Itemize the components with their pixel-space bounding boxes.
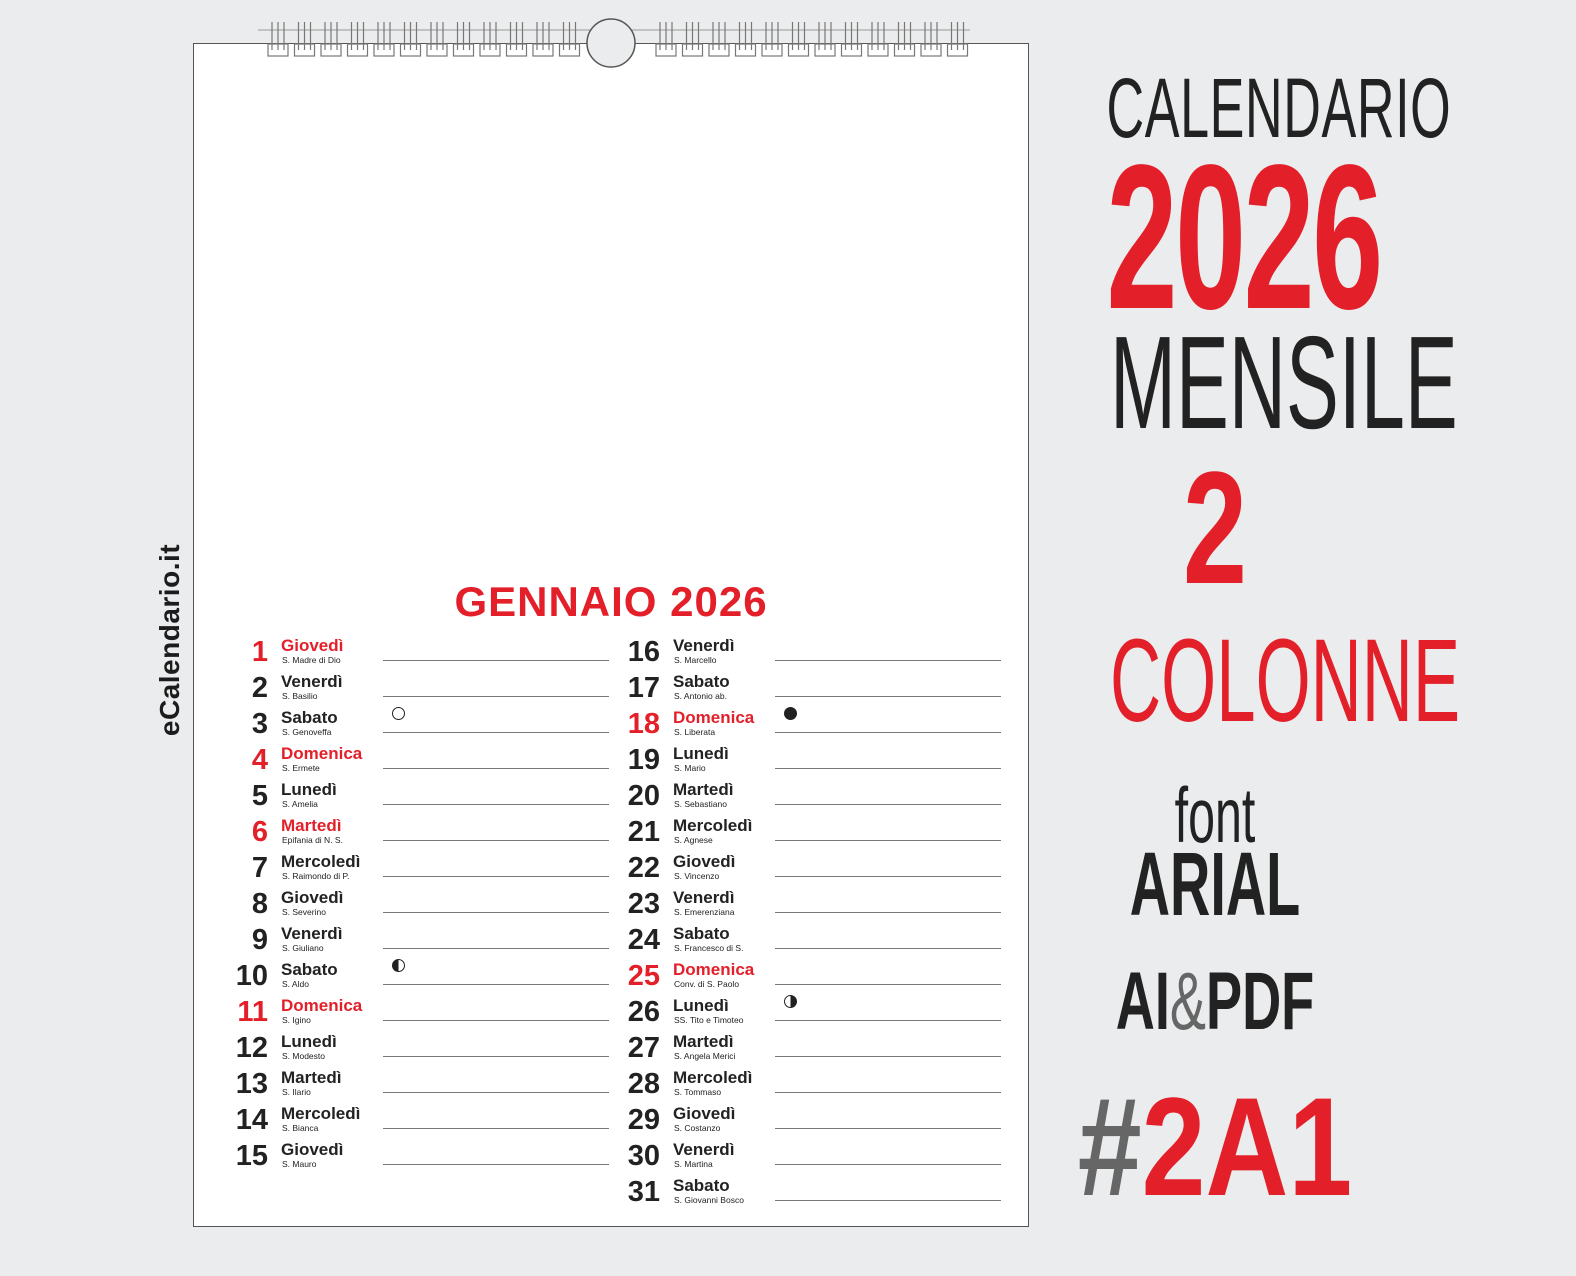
day-number: 7 — [251, 852, 268, 884]
weekday-name: Sabato — [673, 1176, 730, 1195]
weekday-name: Giovedì — [673, 852, 736, 871]
weekday-name: Sabato — [673, 672, 730, 691]
day-row — [612, 850, 1002, 886]
weekday-name: Martedì — [281, 816, 342, 835]
day-row — [612, 922, 1002, 958]
day-row — [612, 1066, 1002, 1102]
note-line — [775, 660, 1001, 661]
weekday-name: Sabato — [281, 708, 338, 727]
day-row — [220, 1102, 610, 1138]
weekday-name: Martedì — [673, 1032, 734, 1051]
day-number: 27 — [627, 1032, 660, 1064]
day-number: 31 — [627, 1176, 660, 1208]
weekday-name: Domenica — [281, 996, 363, 1015]
day-number: 16 — [627, 636, 660, 668]
day-row — [612, 706, 1002, 742]
day-row — [612, 814, 1002, 850]
note-line — [775, 840, 1001, 841]
weekday-name: Domenica — [281, 744, 363, 763]
promo-mensile: MENSILE — [1110, 309, 1458, 456]
saint-name: S. Madre di Dio — [282, 655, 341, 665]
day-row — [612, 1138, 1002, 1174]
note-line — [775, 1020, 1001, 1021]
promo-code — [1072, 1068, 1359, 1225]
note-line — [775, 732, 1001, 733]
day-number: 28 — [627, 1068, 660, 1100]
note-line — [775, 948, 1001, 949]
month-title: GENNAIO 2026 — [454, 578, 768, 625]
right-day-column — [612, 634, 1002, 1210]
weekday-name: Lunedì — [673, 996, 729, 1015]
day-number: 29 — [627, 1104, 660, 1136]
promo-year: 2026 — [1106, 122, 1381, 352]
weekday-name: Martedì — [281, 1068, 342, 1087]
saint-name: SS. Tito e Timoteo — [674, 1015, 744, 1025]
hanger-hole — [587, 19, 635, 67]
day-number: 2 — [251, 672, 268, 704]
weekday-name: Venerdì — [673, 636, 735, 655]
saint-name: S. Sebastiano — [674, 799, 727, 809]
day-row — [612, 742, 1002, 778]
spiral-binding — [258, 18, 970, 70]
day-number: 3 — [251, 708, 268, 740]
saint-name: S. Genoveffa — [282, 727, 332, 737]
day-row — [612, 1102, 1002, 1138]
day-row — [220, 886, 610, 922]
day-row — [612, 634, 1002, 670]
weekday-name: Mercoledì — [673, 1068, 753, 1087]
note-line — [775, 1128, 1001, 1129]
day-row — [220, 994, 610, 1030]
saint-name: S. Emerenziana — [674, 907, 735, 917]
saint-name: S. Liberata — [674, 727, 716, 737]
day-number: 1 — [251, 636, 268, 668]
note-line — [383, 912, 609, 913]
saint-name: S. Igino — [282, 1015, 311, 1025]
day-number: 21 — [627, 816, 660, 848]
day-number: 17 — [627, 672, 660, 704]
note-line — [383, 660, 609, 661]
saint-name: S. Marcello — [674, 655, 717, 665]
weekday-name: Giovedì — [281, 1140, 344, 1159]
note-line — [383, 1056, 609, 1057]
saint-name: S. Mario — [674, 763, 706, 773]
day-number: 14 — [235, 1104, 268, 1136]
weekday-name: Venerdì — [673, 1140, 735, 1159]
day-number: 24 — [627, 924, 660, 956]
note-line — [383, 1092, 609, 1093]
saint-name: S. Giuliano — [282, 943, 324, 953]
format-ai: AI — [1115, 956, 1170, 1047]
moon-phase-last-icon — [392, 959, 405, 972]
day-number: 6 — [251, 816, 268, 848]
day-number: 5 — [251, 780, 268, 812]
day-row — [612, 1174, 1002, 1210]
weekday-name: Venerdì — [281, 924, 343, 943]
note-line — [383, 1128, 609, 1129]
note-line — [775, 768, 1001, 769]
weekday-name: Domenica — [673, 708, 755, 727]
code-value: 2A1 — [1141, 1068, 1353, 1225]
calendar-sheet — [193, 43, 1029, 1227]
saint-name: S. Modesto — [282, 1051, 325, 1061]
weekday-name: Martedì — [673, 780, 734, 799]
note-line — [775, 912, 1001, 913]
saint-name: S. Bianca — [282, 1123, 319, 1133]
note-line — [775, 984, 1001, 985]
promo-calendario: CALENDARIO — [1106, 61, 1452, 155]
saint-name: S. Basilio — [282, 691, 318, 701]
weekday-name: Mercoledì — [673, 816, 753, 835]
note-line — [775, 1164, 1001, 1165]
day-row — [612, 778, 1002, 814]
weekday-name: Giovedì — [281, 636, 344, 655]
note-line — [775, 1200, 1001, 1201]
weekday-name: Sabato — [281, 960, 338, 979]
code-hash: # — [1077, 1068, 1142, 1225]
saint-name: S. Costanzo — [674, 1123, 721, 1133]
day-number: 19 — [627, 744, 660, 776]
day-row — [612, 958, 1002, 994]
day-row — [612, 886, 1002, 922]
day-number: 9 — [251, 924, 268, 956]
day-number: 23 — [627, 888, 660, 920]
note-line — [383, 876, 609, 877]
note-line — [383, 1020, 609, 1021]
day-number: 11 — [237, 996, 268, 1028]
saint-name: S. Ermete — [282, 763, 320, 773]
weekday-name: Venerdì — [281, 672, 343, 691]
note-line — [383, 768, 609, 769]
weekday-name: Mercoledì — [281, 852, 361, 871]
day-row — [220, 634, 610, 670]
saint-name: S. Martina — [674, 1159, 713, 1169]
day-number: 20 — [627, 780, 660, 812]
day-row — [220, 922, 610, 958]
day-row — [220, 1138, 610, 1174]
format-pdf: PDF — [1205, 956, 1315, 1047]
day-number: 12 — [235, 1032, 268, 1064]
weekday-name: Sabato — [673, 924, 730, 943]
day-number: 8 — [251, 888, 268, 920]
day-number: 25 — [627, 960, 660, 992]
format-ampersand: & — [1169, 956, 1206, 1047]
day-number: 26 — [627, 996, 660, 1028]
note-line — [383, 804, 609, 805]
moon-phase-new-icon — [784, 707, 797, 720]
day-row — [220, 1066, 610, 1102]
day-number: 15 — [235, 1140, 268, 1172]
day-row — [220, 1030, 610, 1066]
saint-name: S. Aldo — [282, 979, 309, 989]
weekday-name: Mercoledì — [281, 1104, 361, 1123]
saint-name: S. Vincenzo — [674, 871, 720, 881]
promo-formats — [1100, 956, 1331, 1047]
weekday-name: Lunedì — [673, 744, 729, 763]
saint-name: S. Mauro — [282, 1159, 317, 1169]
saint-name: S. Agnese — [674, 835, 713, 845]
day-row — [612, 994, 1002, 1030]
day-row — [612, 670, 1002, 706]
weekday-name: Venerdì — [673, 888, 735, 907]
saint-name: S. Tommaso — [674, 1087, 722, 1097]
weekday-name: Giovedì — [673, 1104, 736, 1123]
moon-phase-full-icon — [392, 707, 405, 720]
note-line — [775, 1056, 1001, 1057]
saint-name: S. Raimondo di P. — [282, 871, 350, 881]
weekday-name: Domenica — [673, 960, 755, 979]
note-line — [383, 696, 609, 697]
saint-name: S. Antonio ab. — [674, 691, 727, 701]
day-row — [220, 814, 610, 850]
saint-name: S. Francesco di S. — [674, 943, 744, 953]
day-row — [220, 778, 610, 814]
note-line — [383, 732, 609, 733]
day-number: 22 — [627, 852, 660, 884]
note-line — [383, 840, 609, 841]
day-row — [220, 742, 610, 778]
promo-font-label: font — [1174, 771, 1256, 859]
promo-font-name: ARIAL — [1129, 835, 1301, 935]
day-number: 13 — [235, 1068, 268, 1100]
note-line — [383, 984, 609, 985]
day-row — [220, 670, 610, 706]
day-row — [220, 958, 610, 994]
site-brand-vertical: eCalendario.it — [154, 543, 185, 737]
day-number: 10 — [235, 960, 268, 992]
saint-name: Epifania di N. S. — [282, 835, 343, 845]
weekday-name: Giovedì — [281, 888, 344, 907]
weekday-name: Lunedì — [281, 1032, 337, 1051]
saint-name: S. Amelia — [282, 799, 318, 809]
moon-phase-first-icon — [784, 995, 797, 1008]
left-day-column — [220, 634, 610, 1174]
saint-name: S. Giovanni Bosco — [674, 1195, 744, 1205]
promo-column-count: 2 — [1182, 438, 1248, 617]
note-line — [775, 876, 1001, 877]
saint-name: S. Ilario — [282, 1087, 311, 1097]
day-number: 4 — [251, 744, 268, 776]
day-number: 18 — [627, 708, 660, 740]
promo-colonne: COLONNE — [1110, 615, 1461, 747]
day-number: 30 — [627, 1140, 660, 1172]
day-row — [220, 706, 610, 742]
saint-name: Conv. di S. Paolo — [674, 979, 740, 989]
weekday-name: Lunedì — [281, 780, 337, 799]
day-row — [220, 850, 610, 886]
saint-name: S. Angela Merici — [674, 1051, 736, 1061]
note-line — [775, 1092, 1001, 1093]
note-line — [383, 1164, 609, 1165]
note-line — [775, 804, 1001, 805]
saint-name: S. Severino — [282, 907, 326, 917]
note-line — [383, 948, 609, 949]
note-line — [775, 696, 1001, 697]
day-row — [612, 1030, 1002, 1066]
